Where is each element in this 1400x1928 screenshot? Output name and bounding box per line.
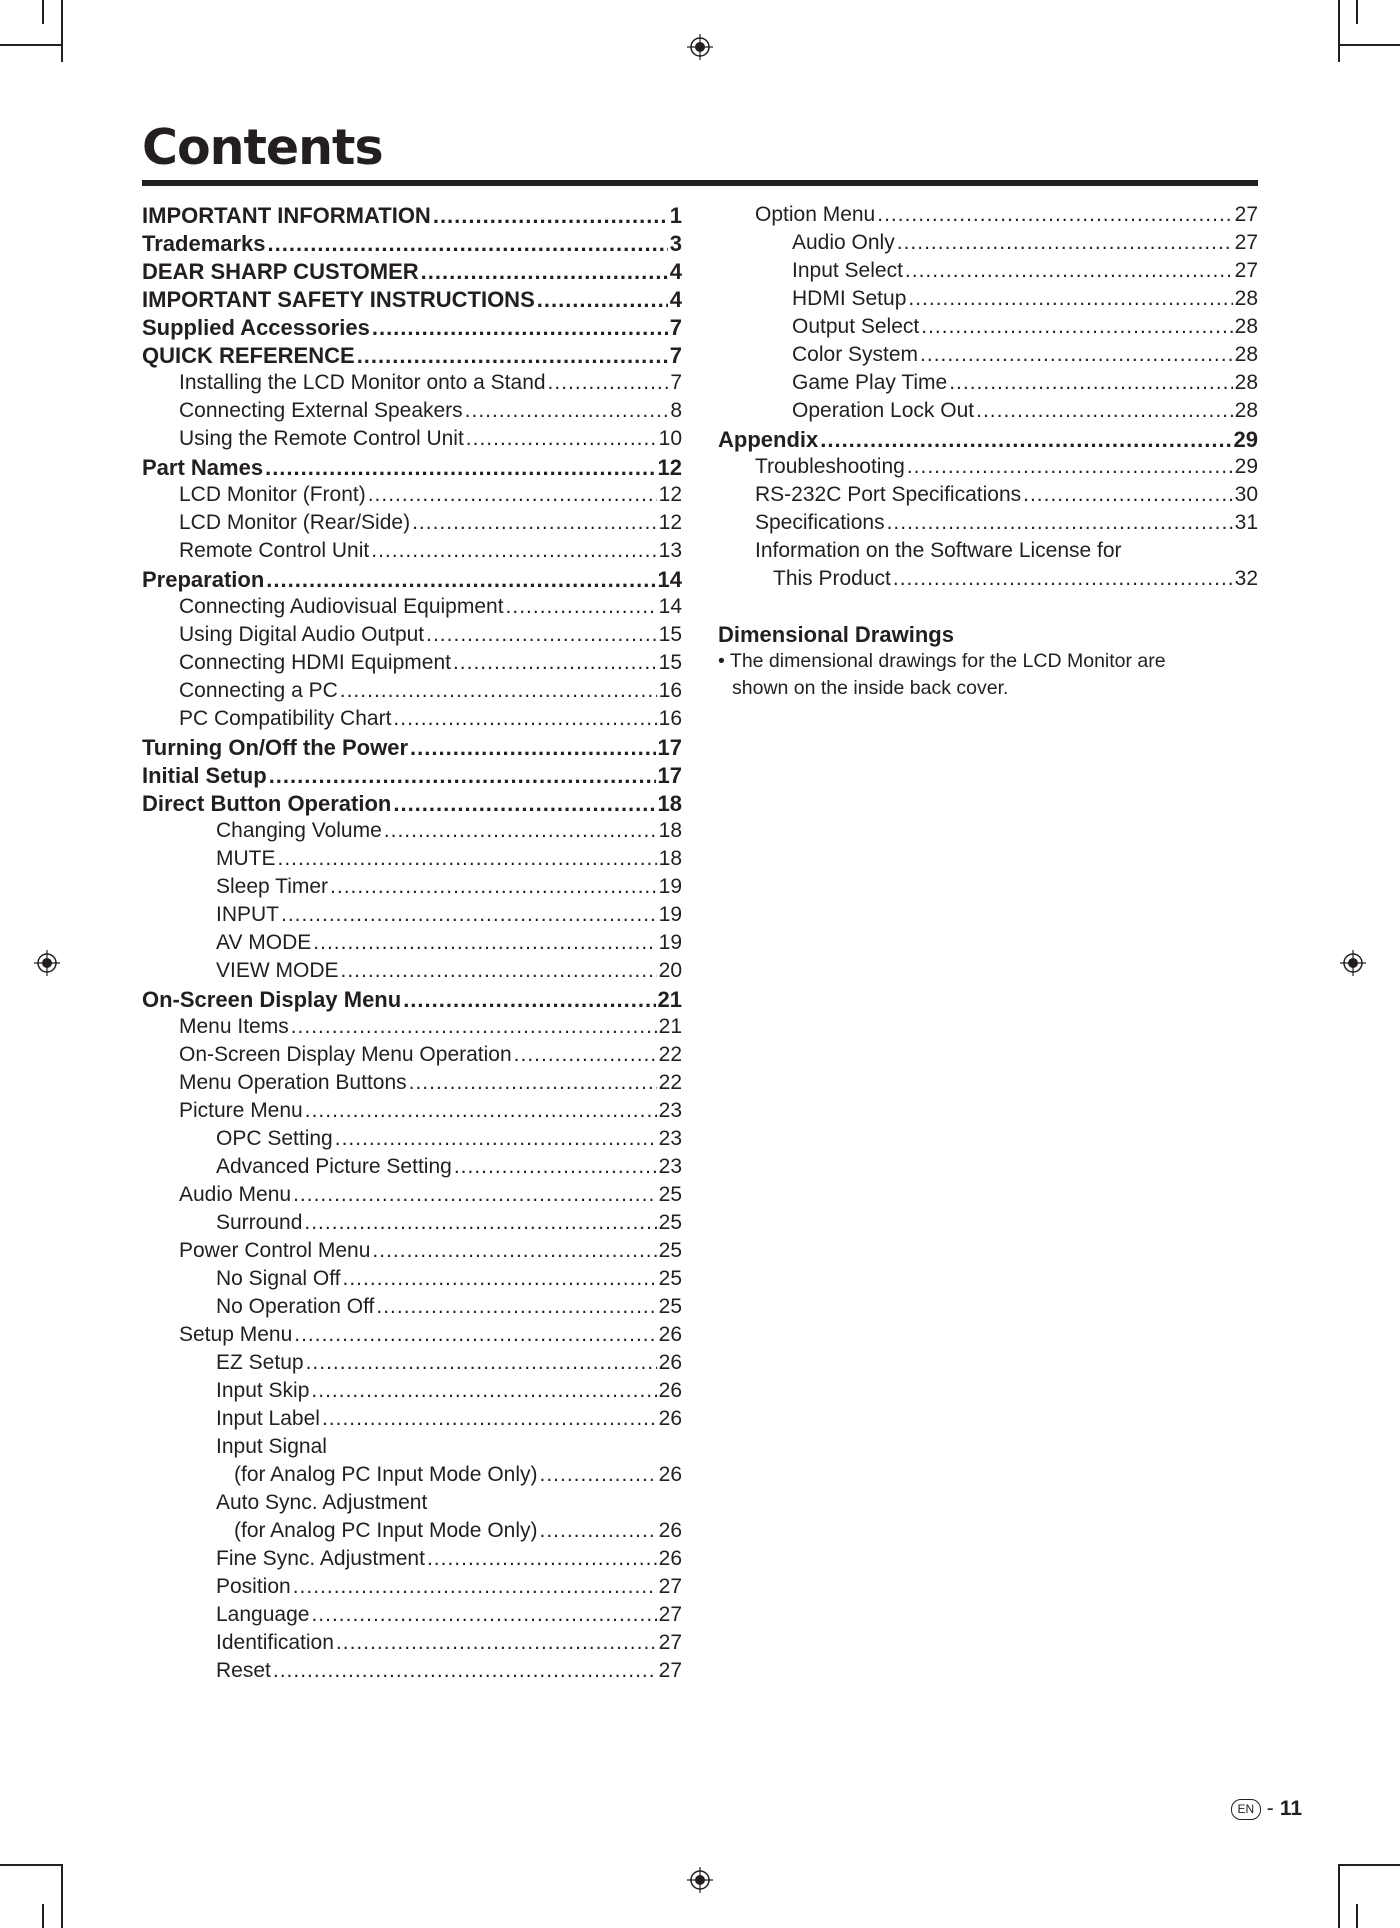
toc-entry[interactable] bbox=[142, 231, 682, 259]
dot-leader bbox=[410, 735, 655, 761]
toc-page-number: 27 bbox=[1234, 203, 1258, 226]
dot-leader bbox=[920, 343, 1233, 367]
toc-entry[interactable] bbox=[718, 259, 1258, 287]
dot-leader bbox=[1023, 483, 1233, 507]
toc-entry-label: Input Label bbox=[216, 1407, 320, 1430]
toc-page-number: 27 bbox=[1234, 231, 1258, 254]
toc-entry-label: Menu Items bbox=[179, 1015, 289, 1038]
toc-page-number: 26 bbox=[658, 1407, 682, 1430]
toc-page-number: 25 bbox=[658, 1239, 682, 1262]
toc-entry-label: Picture Menu bbox=[179, 1099, 303, 1122]
toc-entry-label: Language bbox=[216, 1603, 310, 1626]
toc-entry-label: Direct Button Operation bbox=[142, 791, 392, 816]
toc-page-number: 27 bbox=[1234, 259, 1258, 282]
dot-leader bbox=[921, 315, 1232, 339]
toc-entry-label: Advanced Picture Setting bbox=[216, 1155, 452, 1178]
toc-entry-label: No Operation Off bbox=[216, 1295, 375, 1318]
toc-page-number: 13 bbox=[658, 539, 682, 562]
dot-leader bbox=[877, 203, 1232, 227]
dot-leader bbox=[466, 427, 657, 451]
dot-leader bbox=[372, 315, 668, 341]
toc-entry[interactable] bbox=[142, 903, 682, 931]
toc-page-number: 7 bbox=[669, 315, 682, 340]
toc-entry[interactable] bbox=[142, 1127, 682, 1155]
dot-leader bbox=[265, 455, 655, 481]
toc-entry[interactable] bbox=[142, 1043, 682, 1071]
dot-leader bbox=[548, 371, 669, 395]
toc-entry[interactable] bbox=[142, 371, 682, 399]
toc-page-number: 28 bbox=[1234, 399, 1258, 422]
crop-mark bbox=[0, 44, 62, 46]
toc-entry[interactable] bbox=[142, 959, 682, 987]
dot-leader bbox=[293, 1575, 657, 1599]
dot-leader bbox=[343, 1267, 657, 1291]
toc-entry[interactable] bbox=[718, 399, 1258, 427]
toc-entry-label: (for Analog PC Input Mode Only) bbox=[234, 1519, 538, 1542]
toc-page-number: 19 bbox=[658, 875, 682, 898]
dot-leader bbox=[306, 1351, 657, 1375]
dot-leader bbox=[376, 1295, 656, 1319]
toc-entry-label: Reset bbox=[216, 1659, 271, 1682]
toc-entry[interactable] bbox=[142, 1155, 682, 1183]
dot-leader bbox=[897, 231, 1233, 255]
dot-leader bbox=[304, 1211, 656, 1235]
toc-entry[interactable] bbox=[142, 427, 682, 455]
toc-entry-label: Fine Sync. Adjustment bbox=[216, 1547, 425, 1570]
crop-mark bbox=[1338, 1864, 1400, 1866]
dot-leader bbox=[506, 595, 657, 619]
dot-leader bbox=[427, 1547, 657, 1571]
note-line: The dimensional drawings for the LCD Monitor are bbox=[729, 650, 1166, 672]
toc-page-number: 30 bbox=[1234, 483, 1258, 506]
toc-page-number: 7 bbox=[669, 343, 682, 368]
dot-leader bbox=[540, 1463, 657, 1487]
toc-page-number: 12 bbox=[658, 511, 682, 534]
toc-entry[interactable] bbox=[142, 987, 682, 1015]
toc-page-number: 31 bbox=[1234, 511, 1258, 534]
toc-entry-label: Information on the Software License for bbox=[755, 539, 1122, 562]
dimensional-drawings-heading: Dimensional Drawings bbox=[718, 622, 954, 647]
toc-entry[interactable] bbox=[142, 259, 682, 287]
dot-leader bbox=[335, 1127, 657, 1151]
toc-page-number: 20 bbox=[658, 959, 682, 982]
toc-entry[interactable] bbox=[142, 1631, 682, 1659]
registration-mark-icon bbox=[1340, 950, 1366, 976]
toc-entry[interactable] bbox=[142, 455, 682, 483]
toc-entry-label: Auto Sync. Adjustment bbox=[216, 1491, 428, 1514]
toc-page-number: 17 bbox=[657, 763, 682, 788]
dot-leader bbox=[341, 959, 657, 983]
dimensional-drawings-note bbox=[718, 648, 1238, 702]
toc-page-number: 28 bbox=[1234, 371, 1258, 394]
toc-page-number: 19 bbox=[658, 931, 682, 954]
toc-entry[interactable] bbox=[142, 1603, 682, 1631]
toc-entry-label: Troubleshooting bbox=[755, 455, 905, 478]
registration-mark-icon bbox=[34, 950, 60, 976]
dot-leader bbox=[268, 231, 668, 257]
toc-entry[interactable] bbox=[142, 1519, 682, 1547]
toc-entry-label: IMPORTANT INFORMATION bbox=[142, 203, 431, 228]
toc-page-number: 25 bbox=[658, 1211, 682, 1234]
toc-entry[interactable] bbox=[142, 1547, 682, 1575]
dot-leader bbox=[393, 707, 656, 731]
crop-mark bbox=[0, 1864, 62, 1866]
toc-entry-label: Operation Lock Out bbox=[792, 399, 975, 422]
toc-entry[interactable] bbox=[142, 1211, 682, 1239]
toc-entry-label: Changing Volume bbox=[216, 819, 382, 842]
note-line: shown on the inside back cover. bbox=[732, 677, 1009, 699]
toc-entry[interactable] bbox=[142, 511, 682, 539]
registration-mark-icon bbox=[687, 1867, 713, 1893]
toc-entry-label: Game Play Time bbox=[792, 371, 948, 394]
page-footer bbox=[1231, 1797, 1302, 1821]
toc-entry-label: Output Select bbox=[792, 315, 920, 338]
dot-leader bbox=[311, 1379, 656, 1403]
toc-entry-label: Appendix bbox=[718, 427, 819, 452]
crop-mark bbox=[1356, 0, 1358, 24]
toc-entry-label: Position bbox=[216, 1575, 291, 1598]
toc-entry-label: Audio Only bbox=[792, 231, 895, 254]
toc-page-number: 23 bbox=[658, 1155, 682, 1178]
dot-leader bbox=[294, 1323, 656, 1347]
toc-page-number: 25 bbox=[658, 1267, 682, 1290]
toc-entry[interactable] bbox=[142, 595, 682, 623]
dot-leader bbox=[433, 203, 668, 229]
toc-entry[interactable] bbox=[142, 287, 682, 315]
toc-page-number: 26 bbox=[658, 1323, 682, 1346]
bullet-icon: • bbox=[718, 650, 725, 672]
toc-page-number: 8 bbox=[670, 399, 682, 422]
dot-leader bbox=[454, 1155, 657, 1179]
toc-page-number: 4 bbox=[669, 259, 682, 284]
dot-leader bbox=[453, 651, 657, 675]
crop-mark bbox=[1356, 1904, 1358, 1928]
toc-entry-label: LCD Monitor (Front) bbox=[179, 483, 366, 506]
toc-entry[interactable] bbox=[142, 315, 682, 343]
toc-entry[interactable] bbox=[142, 203, 682, 231]
toc-page-number: 16 bbox=[658, 707, 682, 730]
toc-page-number: 12 bbox=[657, 455, 682, 480]
toc-entry[interactable] bbox=[718, 203, 1258, 231]
toc-page-number: 12 bbox=[658, 483, 682, 506]
dot-leader bbox=[278, 847, 657, 871]
dot-leader bbox=[371, 539, 656, 563]
toc-page-number: 3 bbox=[669, 231, 682, 256]
dot-leader bbox=[336, 1631, 657, 1655]
title-rule bbox=[142, 180, 1258, 186]
dot-leader bbox=[426, 623, 657, 647]
toc-page-number: 29 bbox=[1234, 455, 1258, 478]
toc-page-number: 16 bbox=[658, 679, 682, 702]
dot-leader bbox=[293, 1183, 657, 1207]
toc-page-number: 28 bbox=[1234, 343, 1258, 366]
toc-page-number: 18 bbox=[658, 819, 682, 842]
page-title: Contents bbox=[142, 119, 383, 176]
toc-entry-label: QUICK REFERENCE bbox=[142, 343, 355, 368]
toc-entry-label: On-Screen Display Menu Operation bbox=[179, 1043, 512, 1066]
toc-page-number: 1 bbox=[669, 203, 682, 228]
dot-leader bbox=[537, 287, 668, 313]
toc-entry[interactable] bbox=[718, 455, 1258, 483]
language-badge: EN bbox=[1231, 1799, 1261, 1820]
crop-mark bbox=[61, 1864, 63, 1928]
toc-entry-label: LCD Monitor (Rear/Side) bbox=[179, 511, 411, 534]
toc-page-number: 14 bbox=[657, 567, 682, 592]
toc-entry[interactable] bbox=[718, 511, 1258, 539]
toc-entry-label: OPC Setting bbox=[216, 1127, 333, 1150]
page-number: 11 bbox=[1279, 1797, 1302, 1820]
toc-entry[interactable] bbox=[142, 651, 682, 679]
toc-page-number: 32 bbox=[1234, 567, 1258, 590]
dot-leader bbox=[330, 875, 657, 899]
toc-entry[interactable] bbox=[142, 875, 682, 903]
toc-page-number: 25 bbox=[658, 1183, 682, 1206]
toc-entry-label: Remote Control Unit bbox=[179, 539, 370, 562]
dot-leader bbox=[357, 343, 668, 369]
dot-leader bbox=[273, 1659, 657, 1683]
toc-entry[interactable] bbox=[142, 931, 682, 959]
dot-leader bbox=[311, 1603, 656, 1627]
dot-leader bbox=[281, 903, 657, 927]
dot-leader bbox=[291, 1015, 657, 1039]
toc-page-number: 26 bbox=[658, 1547, 682, 1570]
toc-page-number: 26 bbox=[658, 1379, 682, 1402]
toc-page-number: 7 bbox=[670, 371, 682, 394]
toc-entry[interactable] bbox=[718, 567, 1258, 595]
toc-entry[interactable] bbox=[142, 1295, 682, 1323]
toc-entry-label: On-Screen Display Menu bbox=[142, 987, 402, 1012]
toc-entry-label: Option Menu bbox=[755, 203, 876, 226]
toc-entry[interactable] bbox=[718, 371, 1258, 399]
toc-entry[interactable] bbox=[142, 819, 682, 847]
toc-entry[interactable] bbox=[142, 679, 682, 707]
dot-leader bbox=[887, 511, 1233, 535]
toc-entry[interactable] bbox=[718, 483, 1258, 511]
crop-mark bbox=[61, 0, 63, 62]
toc-entry-label: Installing the LCD Monitor onto a Stand bbox=[179, 371, 546, 394]
toc-entry-label: Supplied Accessories bbox=[142, 315, 370, 340]
toc-entry-label: Preparation bbox=[142, 567, 265, 592]
toc-entry[interactable] bbox=[718, 315, 1258, 343]
toc-entry-label: Audio Menu bbox=[179, 1183, 292, 1206]
dot-leader bbox=[893, 567, 1233, 591]
toc-page-number: 15 bbox=[658, 651, 682, 674]
crop-mark bbox=[42, 1904, 44, 1928]
toc-entry[interactable] bbox=[142, 343, 682, 371]
toc-entry[interactable] bbox=[142, 763, 682, 791]
dot-leader bbox=[340, 679, 657, 703]
dot-leader bbox=[313, 931, 656, 955]
toc-entry[interactable] bbox=[718, 231, 1258, 259]
dot-leader bbox=[266, 567, 655, 593]
toc-entry[interactable] bbox=[142, 707, 682, 735]
toc-entry-label: Input Skip bbox=[216, 1379, 310, 1402]
toc-entry-label: Part Names bbox=[142, 455, 264, 480]
toc-entry-label: MUTE bbox=[216, 847, 276, 870]
toc-page-number: 27 bbox=[658, 1575, 682, 1598]
dot-leader bbox=[305, 1099, 657, 1123]
toc-page-number: 26 bbox=[658, 1351, 682, 1374]
toc-page-number: 23 bbox=[658, 1127, 682, 1150]
toc-entry[interactable] bbox=[142, 1099, 682, 1127]
toc-page-number: 22 bbox=[658, 1043, 682, 1066]
toc-entry-label: Sleep Timer bbox=[216, 875, 329, 898]
dot-leader bbox=[368, 483, 657, 507]
toc-page-number: 21 bbox=[657, 987, 682, 1012]
toc-left-column bbox=[142, 203, 682, 1687]
toc-entry-label: Surround bbox=[216, 1211, 303, 1234]
dot-leader bbox=[269, 763, 656, 789]
toc-entry[interactable] bbox=[142, 539, 682, 567]
dot-leader bbox=[409, 1071, 657, 1095]
toc-entry-label: Connecting HDMI Equipment bbox=[179, 651, 451, 674]
toc-entry-label: Initial Setup bbox=[142, 763, 267, 788]
toc-entry-label: Connecting Audiovisual Equipment bbox=[179, 595, 504, 618]
toc-entry-label: No Signal Off bbox=[216, 1267, 341, 1290]
toc-right-column bbox=[718, 203, 1258, 595]
toc-page-number: 21 bbox=[658, 1015, 682, 1038]
toc-entry-label: Specifications bbox=[755, 511, 885, 534]
toc-page-number: 26 bbox=[658, 1519, 682, 1542]
toc-page-number: 18 bbox=[657, 791, 682, 816]
toc-entry-label: Using the Remote Control Unit bbox=[179, 427, 464, 450]
dot-leader bbox=[820, 427, 1231, 453]
toc-page-number: 15 bbox=[658, 623, 682, 646]
toc-entry-label: Setup Menu bbox=[179, 1323, 293, 1346]
toc-page-number: 28 bbox=[1234, 315, 1258, 338]
toc-page-number: 22 bbox=[658, 1071, 682, 1094]
toc-entry[interactable] bbox=[718, 427, 1258, 455]
toc-entry[interactable] bbox=[142, 567, 682, 595]
toc-page-number: 17 bbox=[657, 735, 682, 760]
toc-entry-label: Connecting External Speakers bbox=[179, 399, 463, 422]
toc-entry-label: Color System bbox=[792, 343, 919, 366]
toc-page-number: 25 bbox=[658, 1295, 682, 1318]
toc-entry-label: DEAR SHARP CUSTOMER bbox=[142, 259, 419, 284]
dot-leader bbox=[540, 1519, 657, 1543]
toc-entry[interactable] bbox=[142, 1323, 682, 1351]
toc-entry[interactable] bbox=[718, 343, 1258, 371]
toc-entry[interactable] bbox=[142, 735, 682, 763]
toc-entry[interactable] bbox=[142, 623, 682, 651]
toc-entry-label: Input Signal bbox=[216, 1435, 327, 1458]
toc-entry-label: This Product bbox=[773, 567, 891, 590]
toc-entry[interactable] bbox=[142, 1575, 682, 1603]
dot-leader bbox=[421, 259, 668, 285]
dot-leader bbox=[976, 399, 1233, 423]
toc-entry[interactable] bbox=[142, 1351, 682, 1379]
toc-entry-label: INPUT bbox=[216, 903, 279, 926]
toc-entry-label: Menu Operation Buttons bbox=[179, 1071, 407, 1094]
toc-page-number: 28 bbox=[1234, 287, 1258, 310]
toc-entry-label: Trademarks bbox=[142, 231, 266, 256]
toc-entry-label: Identification bbox=[216, 1631, 334, 1654]
crop-mark bbox=[42, 0, 44, 24]
toc-page-number: 27 bbox=[658, 1631, 682, 1654]
toc-entry[interactable] bbox=[142, 1183, 682, 1211]
crop-mark bbox=[1338, 0, 1340, 62]
toc-entry-label: AV MODE bbox=[216, 931, 312, 954]
page-separator: - bbox=[1266, 1797, 1274, 1820]
toc-page-number: 4 bbox=[669, 287, 682, 312]
crop-mark bbox=[1338, 1864, 1340, 1928]
toc-entry[interactable] bbox=[142, 1071, 682, 1099]
toc-entry[interactable] bbox=[142, 483, 682, 511]
toc-entry[interactable] bbox=[142, 1659, 682, 1687]
toc-page-number: 10 bbox=[658, 427, 682, 450]
dot-leader bbox=[384, 819, 657, 843]
toc-entry-label: EZ Setup bbox=[216, 1351, 304, 1374]
dot-leader bbox=[393, 791, 655, 817]
toc-page-number: 27 bbox=[658, 1603, 682, 1626]
toc-page-number: 29 bbox=[1233, 427, 1258, 452]
toc-entry-label: Power Control Menu bbox=[179, 1239, 371, 1262]
toc-page-number: 19 bbox=[658, 903, 682, 926]
toc-entry-label: (for Analog PC Input Mode Only) bbox=[234, 1463, 538, 1486]
toc-page-number: 26 bbox=[658, 1463, 682, 1486]
toc-entry[interactable] bbox=[718, 287, 1258, 315]
toc-entry-label: HDMI Setup bbox=[792, 287, 907, 310]
crop-mark bbox=[1338, 44, 1400, 46]
dot-leader bbox=[412, 511, 657, 535]
toc-entry[interactable] bbox=[142, 1015, 682, 1043]
dot-leader bbox=[372, 1239, 656, 1263]
toc-page-number: 23 bbox=[658, 1099, 682, 1122]
toc-entry-label: IMPORTANT SAFETY INSTRUCTIONS bbox=[142, 287, 535, 312]
toc-entry[interactable] bbox=[142, 1463, 682, 1491]
toc-entry[interactable] bbox=[142, 1407, 682, 1435]
toc-entry-label: Connecting a PC bbox=[179, 679, 338, 702]
toc-entry-label: Input Select bbox=[792, 259, 903, 282]
toc-entry[interactable] bbox=[142, 1239, 682, 1267]
dot-leader bbox=[514, 1043, 657, 1067]
toc-page-number: 18 bbox=[658, 847, 682, 870]
toc-page-number: 14 bbox=[658, 595, 682, 618]
registration-mark-icon bbox=[687, 34, 713, 60]
toc-entry[interactable] bbox=[142, 399, 682, 427]
toc-entry-label: Turning On/Off the Power bbox=[142, 735, 409, 760]
dot-leader bbox=[905, 259, 1233, 283]
dot-leader bbox=[949, 371, 1232, 395]
dot-leader bbox=[907, 455, 1233, 479]
dot-leader bbox=[908, 287, 1232, 311]
toc-entry-label: PC Compatibility Chart bbox=[179, 707, 392, 730]
toc-entry[interactable] bbox=[142, 791, 682, 819]
toc-entry-label: VIEW MODE bbox=[216, 959, 339, 982]
toc-entry[interactable] bbox=[142, 1267, 682, 1295]
toc-page-number: 27 bbox=[658, 1659, 682, 1682]
toc-entry[interactable] bbox=[142, 847, 682, 875]
dot-leader bbox=[465, 399, 669, 423]
dot-leader bbox=[322, 1407, 657, 1431]
toc-entry[interactable] bbox=[142, 1379, 682, 1407]
toc-entry-label: RS-232C Port Specifications bbox=[755, 483, 1022, 506]
dot-leader bbox=[403, 987, 655, 1013]
toc-entry-label: Using Digital Audio Output bbox=[179, 623, 425, 646]
